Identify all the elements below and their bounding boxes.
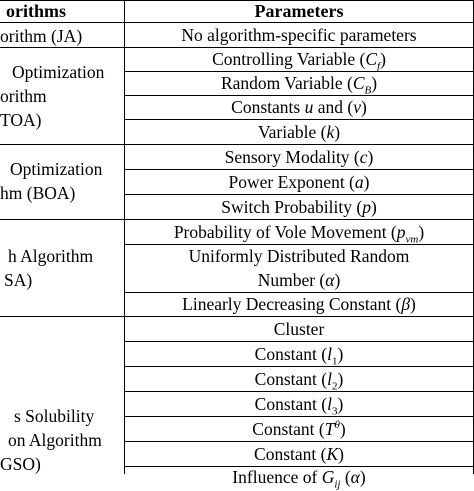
- header-bottom-border: [0, 22, 474, 23]
- param-cell: Power Exponent (a): [228, 172, 370, 192]
- param-cell: Probability of Vole Movement $(p_{vm})$: [173, 222, 425, 246]
- param-cell: Constant $(l_2)$: [254, 369, 344, 393]
- algorithm-name-boa: [0, 157, 124, 205]
- algorithm-name-sa: [0, 244, 124, 292]
- row-divider: [124, 366, 474, 367]
- row-divider: [124, 341, 474, 342]
- param-cell: No algorithm-specific parameters: [181, 25, 417, 45]
- algorithm-name-line: orithm (JA): [0, 26, 83, 46]
- algorithm-name-line: h Algorithm: [8, 246, 94, 266]
- row-divider: [124, 391, 474, 392]
- algorithm-name-toa: [0, 60, 124, 132]
- param-cell: Switch Probability (p): [221, 197, 377, 217]
- param-cell: Variable (k): [257, 122, 341, 142]
- param-cell: Sensory Modality (c): [224, 147, 374, 167]
- algorithm-name-ja: [0, 24, 124, 48]
- row-divider: [0, 144, 474, 145]
- algorithm-name-line: SA): [4, 270, 33, 290]
- param-cell: Uniformly Distributed Random: [188, 246, 410, 266]
- header-algorithms: orithms: [6, 1, 66, 21]
- row-divider: [124, 416, 474, 417]
- algorithm-name-line: Optimization: [12, 62, 105, 82]
- param-cell: Constants u and (v): [231, 97, 367, 117]
- algorithm-name-line: hm (BOA): [0, 183, 76, 203]
- algorithm-name-line: orithm: [0, 86, 47, 106]
- row-divider: [124, 194, 474, 195]
- param-cell: Influence of $G_{ij}$ (α): [232, 467, 366, 491]
- param-cell: Number (α): [257, 270, 341, 290]
- algorithm-name-line: Optimization: [10, 159, 103, 179]
- row-divider: [0, 316, 474, 317]
- row-divider: [124, 119, 474, 120]
- param-cell: Constant (K): [254, 444, 344, 464]
- param-cell: Constant $(T^\theta)$: [252, 419, 346, 439]
- param-cell: Controlling Variable $(C_f)$: [212, 49, 386, 73]
- algorithm-name-line: on Algorithm: [8, 430, 102, 450]
- row-divider: [0, 219, 474, 220]
- algorithm-name-line: TOA): [0, 110, 42, 130]
- param-cell: Constant $(l_3)$: [254, 394, 344, 418]
- param-cell: Linearly Decreasing Constant (β): [182, 294, 416, 314]
- algorithm-name-line: GSO): [0, 454, 41, 474]
- param-cell: Random Variable $(C_B)$: [220, 73, 378, 97]
- algorithm-name-gso: [0, 404, 124, 476]
- header-parameters: Parameters: [254, 1, 344, 21]
- row-divider: [124, 169, 474, 170]
- param-cell: Constant $(l_1)$: [254, 344, 344, 368]
- row-divider: [124, 441, 474, 442]
- algorithm-name-line: s Solubility: [14, 406, 95, 426]
- param-cell: Cluster: [273, 319, 325, 339]
